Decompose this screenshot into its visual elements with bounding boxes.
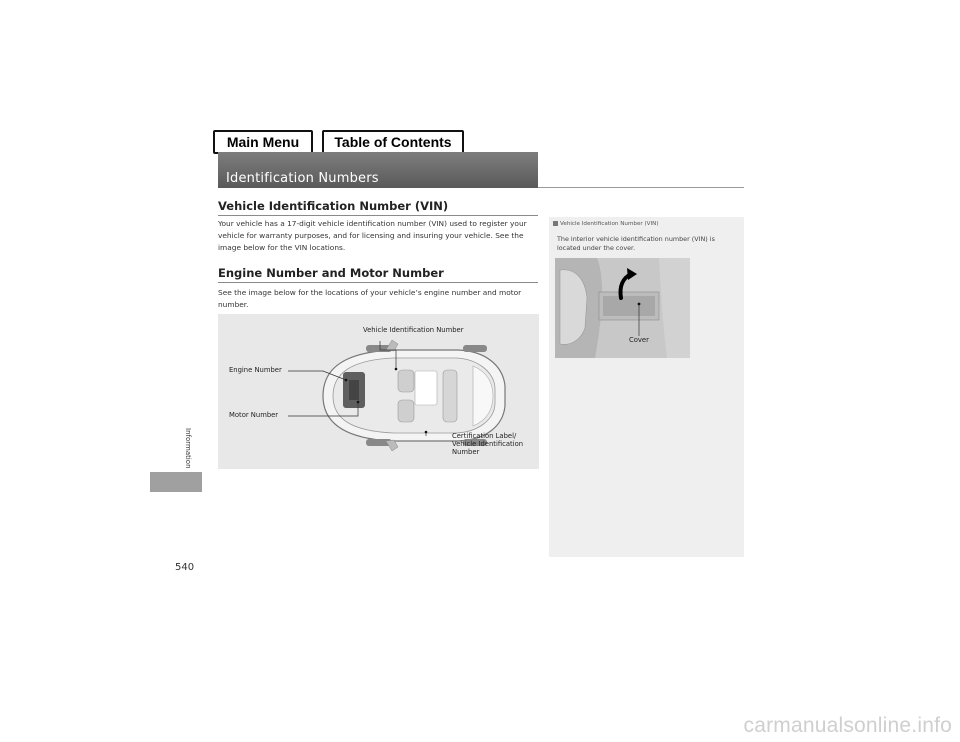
section-heading-vin: Vehicle Identification Number (VIN): [218, 199, 538, 216]
page-number: 540: [175, 562, 195, 573]
certification-label-line1: Certification Label/: [452, 432, 517, 440]
section-tab: [150, 472, 202, 492]
vehicle-diagram: [218, 314, 539, 469]
cover-label: Cover: [629, 336, 649, 344]
vin-cover-illustration: [555, 258, 690, 358]
certification-label-line3: Number: [452, 448, 480, 456]
note-text: The interior vehicle identification number (VIN) is located under the cover.: [557, 235, 715, 252]
note-header-text: Vehicle Identification Number (VIN): [560, 221, 659, 227]
engine-number-label: Engine Number: [229, 366, 282, 374]
section-body-engine-motor: See the image below for the locations of your vehicle’s engine number and motor number.: [218, 288, 522, 309]
table-of-contents-button[interactable]: Table of Contents: [322, 130, 464, 154]
section-body-vin: Your vehicle has a 17-digit vehicle identification number (VIN) used to register your vehicle for warranty purposes, and for licensing and insuring your vehicle. See the image below for the VIN locations.: [218, 219, 527, 252]
vin-label: Vehicle Identification Number: [363, 326, 464, 334]
certification-label: [452, 432, 523, 456]
vin-cover-photo: [555, 258, 690, 358]
header-divider: [538, 187, 744, 188]
motor-number-label: Motor Number: [229, 411, 279, 419]
side-note-panel: [549, 217, 744, 557]
page-header: [218, 152, 538, 188]
note-header: [553, 221, 659, 227]
note-marker-icon: [553, 221, 558, 226]
main-menu-button[interactable]: Main Menu: [213, 130, 313, 154]
section-tab-label: Information: [184, 428, 192, 469]
certification-label-line2: Vehicle Identification: [452, 440, 524, 448]
page-title: Identification Numbers: [226, 171, 379, 186]
watermark: carmanualsonline.info: [743, 714, 952, 737]
section-heading-engine-motor: Engine Number and Motor Number: [218, 266, 538, 283]
